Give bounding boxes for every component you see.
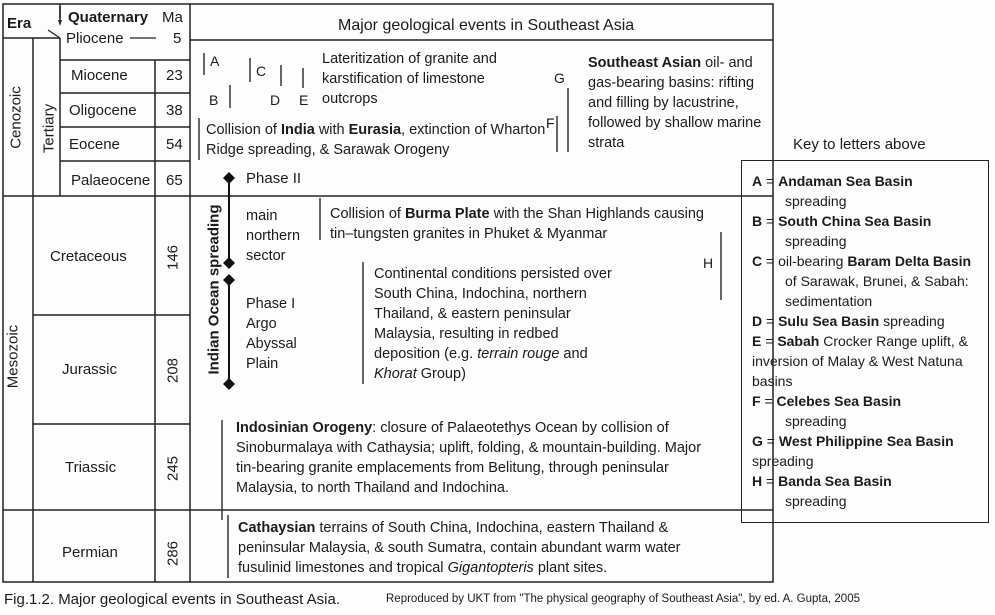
indosinian-label: Indosinian Orogeny (236, 420, 373, 436)
period-cretaceous: Cretaceous (50, 248, 127, 265)
key-name-g: West Philippine Sea Basin (778, 433, 954, 449)
india-label: India (280, 122, 315, 138)
india-collision-text-2: with (314, 122, 349, 138)
letter-f: F (546, 115, 555, 131)
period-jurassic: Jurassic (62, 361, 118, 378)
sea-basins-bold: Southeast Asian (588, 55, 702, 71)
key-name-c: Baram Delta Basin (847, 253, 972, 269)
key-entry-c (752, 251, 980, 271)
cathaysian-text-end: plant sites. (533, 560, 608, 576)
cathaysian-label: Cathaysian (238, 520, 316, 536)
letter-c: C (256, 63, 267, 79)
key-title: Key to letters above (793, 136, 926, 153)
continental-text-2: and (559, 346, 588, 362)
eurasia-label: Eurasia (348, 122, 402, 138)
indosinian-event (236, 418, 708, 498)
laterite-event: Lateritization of granite and karstification of limestone outcrops (322, 51, 497, 107)
key-letter-e: E (752, 333, 762, 349)
key-rest-c: of Sarawak, Brunei, & Sabah: sedimentation (785, 273, 969, 309)
key-eq-b: = (762, 213, 779, 229)
cathaysian-text: terrains of South China, Indochina, eastern Thailand & peninsular Malaysia, & south Sumatra, contain abundant warm water fusulinid limestones and tropical (238, 520, 681, 576)
cathaysian-event (238, 518, 698, 578)
key-letter-b: B (752, 213, 763, 229)
phase-i-argo-plain: Phase I Argo Abyssal Plain (246, 296, 297, 372)
ma-triassic: 245 (164, 455, 182, 482)
period-eocene: Eocene (69, 136, 120, 153)
key-entry-h (752, 471, 980, 491)
key-eq-h: = (762, 473, 779, 489)
key-box (741, 160, 989, 523)
sea-basins-text: oil- and gas-bearing basins: rifting and filling by lacustrine, followed by shallow marine strata (588, 55, 762, 151)
key-letter-c: C (752, 253, 763, 269)
burma-text-2: with the Shan Highlands causing tin–tungsten granites in Phuket & Myanmar (330, 206, 704, 242)
cenozoic-label: Cenozoic (7, 86, 25, 149)
indosinian-text: : closure of Palaeotethys Ocean by collision of Sinoburmalaya with Cathaysia; uplift, folding, & mountain-building. Major tin-bearing granite emplacements from Belitung, through peninsular Malaysia, to north Thailand and Indochina. (236, 420, 702, 496)
key-eq-d: = (762, 313, 779, 329)
key-name-b: South China Sea Basin (778, 213, 932, 229)
period-oligocene: Oligocene (69, 102, 137, 119)
continental-event (374, 264, 614, 384)
key-entry-e (752, 331, 980, 391)
burma-text-1: Collision of (330, 206, 405, 222)
letter-d: D (270, 92, 281, 108)
india-collision-text-3: , extinction of Wharton Ridge spreading, & Sarawak Orogeny (206, 122, 546, 158)
pliocene-label: Pliocene (66, 30, 124, 47)
india-collision-event (206, 120, 546, 160)
key-letter-h: H (752, 473, 763, 489)
indian-ocean-spreading-label: Indian Ocean spreading (205, 204, 223, 375)
figure-caption: Fig.1.2. Major geological events in Southeast Asia. (4, 591, 341, 608)
quaternary-label: Quaternary (68, 9, 149, 26)
ma-miocene: 23 (166, 67, 183, 84)
key-name-e: Sabah (777, 333, 820, 349)
key-eq-a: = (762, 173, 779, 189)
key-entry-a (752, 171, 980, 191)
key-letter-f: F (752, 393, 761, 409)
key-rest-d: spreading (883, 313, 945, 329)
key-name-d: Sulu Sea Basin (778, 313, 880, 329)
ma-oligocene: 38 (166, 102, 183, 119)
key-rest-h: spreading (785, 493, 847, 509)
key-eq-e: = (761, 333, 778, 349)
ma-palaeocene: 65 (166, 172, 183, 189)
key-entry-f (752, 391, 980, 411)
ma-cretaceous: 146 (164, 244, 182, 271)
key-letter-g: G (752, 433, 763, 449)
khorat-label: Khorat (374, 366, 417, 382)
gigantopteris-label: Gigantopteris (447, 560, 534, 576)
period-permian: Permian (62, 544, 118, 561)
letter-b: B (209, 92, 219, 108)
letter-h: H (703, 255, 714, 271)
key-rest-g: spreading (752, 453, 814, 469)
key-rest-f: spreading (785, 413, 847, 429)
period-triassic: Triassic (65, 459, 117, 476)
tertiary-label: Tertiary (40, 103, 58, 154)
period-miocene: Miocene (71, 67, 128, 84)
letter-g: G (554, 70, 565, 86)
burma-plate-label: Burma Plate (404, 206, 490, 222)
figure-credit: Reproduced by UKT from "The physical geography of Southeast Asia", by ed. A. Gupta, 2005 (386, 593, 860, 605)
key-eq-c: = oil-bearing (762, 253, 848, 269)
key-entry-d (752, 311, 980, 331)
key-eq-f: = (760, 393, 777, 409)
era-header: Era (7, 15, 32, 32)
key-letter-a: A (752, 173, 763, 189)
key-entry-b (752, 211, 980, 231)
letter-e: E (299, 92, 309, 108)
key-rest-e: Crocker Range uplift, & inversion of Malay & West Natuna basins (752, 333, 968, 389)
diagram-title: Major geological events in Southeast Asia (338, 17, 635, 34)
main-northern-sector: main northern sector (246, 208, 301, 264)
continental-text-3: Group) (416, 366, 466, 382)
key-letter-d: D (752, 313, 763, 329)
continental-text-1: Continental conditions persisted over South China, Indochina, northern Thailand, & eastern peninsular Malaysia, resulting in redbed deposition (e.g. (374, 266, 612, 362)
mesozoic-label: Mesozoic (4, 324, 22, 389)
ma-jurassic: 208 (164, 357, 182, 384)
key-rest-a: spreading (785, 193, 847, 209)
key-name-h: Banda Sea Basin (778, 473, 892, 489)
phase-ii-label: Phase II (246, 170, 302, 187)
ma-header: Ma (162, 9, 183, 26)
key-name-f: Celebes Sea Basin (776, 393, 902, 409)
terrain-rouge-label: terrain rouge (477, 346, 560, 362)
ma-eocene: 54 (166, 136, 183, 153)
period-palaeocene: Palaeocene (71, 172, 151, 189)
pliocene-ma: 5 (173, 30, 182, 47)
key-name-a: Andaman Sea Basin (778, 173, 913, 189)
sea-basins-event (588, 53, 778, 153)
key-eq-g: = (762, 433, 779, 449)
burma-collision-event (330, 204, 710, 244)
letter-a: A (210, 53, 220, 69)
india-collision-text-1: Collision of (206, 122, 281, 138)
key-entry-g (752, 431, 980, 471)
key-rest-b: spreading (785, 233, 847, 249)
ma-permian: 286 (164, 540, 182, 567)
